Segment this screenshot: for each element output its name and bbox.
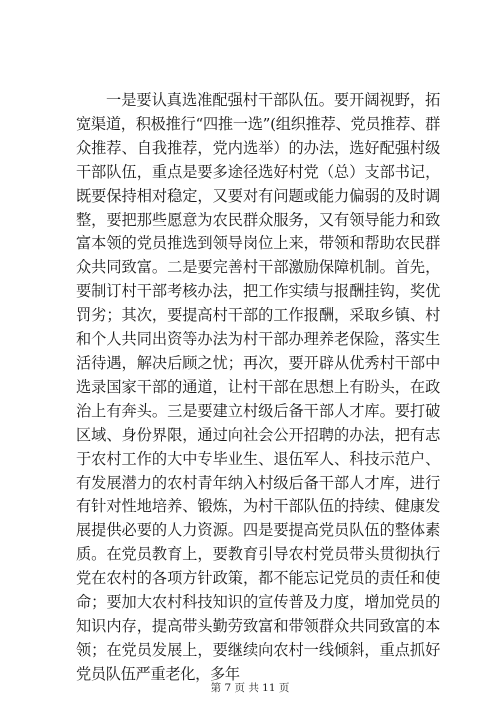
page-number-footer: 第 7 页 共 11 页 [210,682,290,694]
body-paragraph: 一是要认真选准配强村干部队伍。要开阔视野，拓宽渠道，积极推行“四推一选”(组织推荐、党员推荐、群众推荐、自我推荐，党内选举）的办法，选好配强村级干部队伍，重点是要多途径选好村党（总）支部书记，既要保持相对稳定，又要对有问题或能力偏弱的及时调整，要把那些愿意为农民群众服务，又有领导能力和致富本领的党员推选到领导岗位上来，带领和帮助农民群众共同致富。二是要完善村干部激励保障机制。首先，要制订村干部考核办法，把工作实绩与报酬挂钩，奖优罚劣；其次，要提高村干部的工作报酬，采取乡镇、村和个人共同出资等办法为村干部办理养老保险，落实生活待遇，解决后顾之忧；再次，要开辟从优秀村干部中选录国家干部的通道，让村干部在思想上有盼头，在政治上有奔头。三是要建立村级后备干部人才库。要打破区域、身份界限，通过向社会公开招聘的办法，把有志于农村工作的大中专毕业生、退伍军人、科技示范户、有发展潜力的农村青年纳入村级后备干部人才库，进行有针对性地培养、锻炼，为村干部队伍的持续、健康发展提供必要的人力资源。四是要提高党员队伍的整体素质。在党员教育上，要教育引导农村党员带头贯彻执行党在农村的各项方针政策，都不能忘记党员的责任和使命；要加大农村科技知识的宣传普及力度，增加党员的知识内存，提高带头勤劳致富和带领群众共同致富的本领；在党员发展上，要继续向农村一线倾斜，重点抓好党员队伍严重老化，多年 [76,91,440,683]
